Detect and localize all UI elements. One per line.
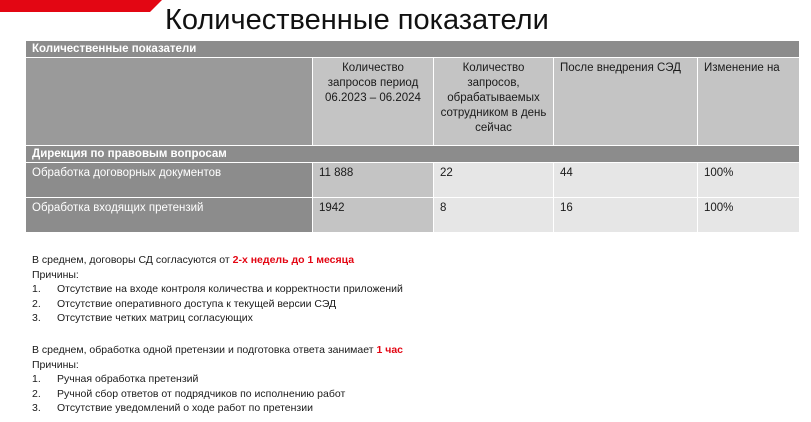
list-text: Отсутствие оперативного доступа к текущей версии СЭД (57, 297, 337, 310)
highlight-text: 2-х недель до 1 месяца (232, 254, 355, 266)
notes-contracts (32, 253, 792, 326)
accent-bar (0, 0, 150, 12)
table-row (26, 198, 800, 233)
column-header-change: Изменение на (698, 58, 800, 146)
list-number: 1. (32, 373, 41, 386)
list-text: Отсутствие уведомлений о ходе работ по претензии (57, 402, 313, 415)
table-header: Количественные показатели (26, 41, 800, 58)
list-text: Отсутствие на входе контроля количества и корректности приложений (57, 283, 403, 296)
table-header-row (26, 41, 800, 58)
reasons-label: Причины: (32, 268, 79, 281)
list-item (32, 282, 792, 297)
list-number: 1. (32, 283, 41, 296)
cell-requests-period: 11 888 (313, 163, 434, 198)
column-header-requests-period: Количество запросов период 06.2023 – 06.2024 (313, 58, 434, 146)
cell-after-sed: 44 (554, 163, 698, 198)
list-item (32, 311, 792, 326)
metrics-table (25, 40, 800, 233)
list-item (32, 372, 792, 387)
reasons-label: Причины: (32, 358, 79, 371)
column-header-empty (26, 58, 313, 146)
column-headers-row (26, 58, 800, 146)
notes-lead (32, 343, 792, 358)
highlight-text: 1 час (376, 344, 404, 356)
column-header-requests-per-day: Количество запросов, обрабатываемых сотрудником в день сейчас (434, 58, 554, 146)
notes-lead (32, 253, 792, 268)
cell-change: 100% (698, 198, 800, 233)
cell-requests-per-day: 22 (434, 163, 554, 198)
list-number: 2. (32, 387, 41, 400)
slide-title: Количественные показатели (165, 4, 549, 36)
list-text: Ручная обработка претензий (57, 373, 199, 386)
list-item (32, 297, 792, 312)
lead-text: В среднем, договоры СД согласуются от (32, 254, 233, 266)
list-number: 2. (32, 297, 41, 310)
cell-change: 100% (698, 163, 800, 198)
cell-after-sed: 16 (554, 198, 698, 233)
list-item (32, 387, 792, 402)
lead-text: В среднем, обработка одной претензии и подготовка ответа занимает (32, 344, 377, 356)
list-number: 3. (32, 312, 41, 325)
reasons-list (32, 372, 792, 416)
list-number: 3. (32, 402, 41, 415)
section-label: Дирекция по правовым вопросам (26, 146, 800, 163)
column-header-after-sed: После внедрения СЭД (554, 58, 698, 146)
list-text: Ручной сбор ответов от подрядчиков по исполнению работ (57, 387, 346, 400)
notes-claims (32, 343, 792, 416)
table-row (26, 163, 800, 198)
cell-requests-period: 1942 (313, 198, 434, 233)
reasons-list (32, 282, 792, 326)
list-text: Отсутствие четких матриц согласующих (57, 312, 253, 325)
row-label: Обработка входящих претензий (26, 198, 313, 233)
cell-requests-per-day: 8 (434, 198, 554, 233)
section-row (26, 146, 800, 163)
list-item (32, 401, 792, 416)
row-label: Обработка договорных документов (26, 163, 313, 198)
